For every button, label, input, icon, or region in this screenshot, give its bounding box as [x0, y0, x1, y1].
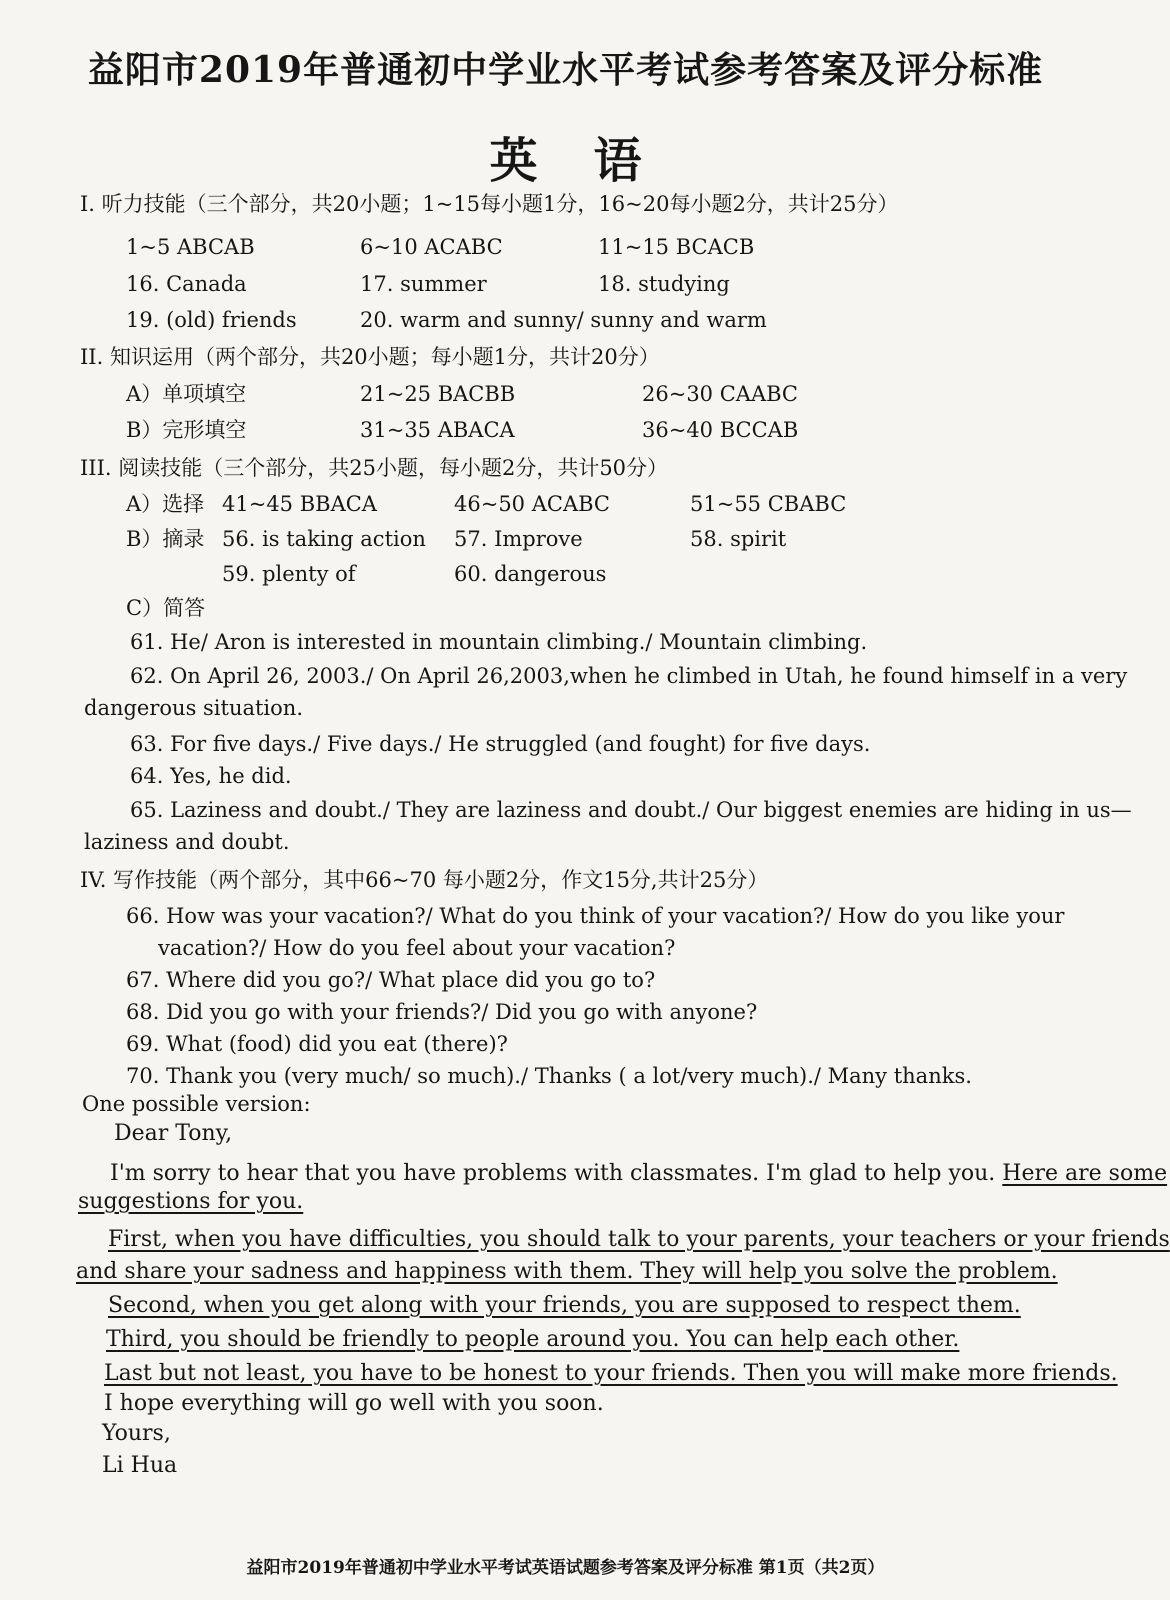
answer-66-line1: 66. How was your vacation?/ What do you think of your vacation?/ How do you like your [126, 904, 1065, 928]
answer-65-line1: 65. Laziness and doubt./ They are laziness and doubt./ Our biggest enemies are hiding in us— [130, 798, 1132, 822]
answer-19: 19. (old) friends [126, 308, 297, 332]
section-2-a-label: A）单项填空 [126, 382, 247, 406]
answer-65-line2: laziness and doubt. [84, 830, 290, 854]
section-2-b-label: B）完形填空 [126, 418, 247, 442]
section-4-heading: IV. 写作技能（两个部分，其中66~70 每小题2分，作文15分,共计25分） [80, 868, 769, 892]
section-3-b-label: B）摘录 [126, 527, 205, 551]
letter-signature: Li Hua [102, 1453, 178, 1478]
answer-68: 68. Did you go with your friends?/ Did you go with anyone? [126, 1000, 758, 1024]
answer-67: 67. Where did you go?/ What place did you go to? [126, 968, 656, 992]
letter-paragraph-2-line2: and share your sadness and happiness with them. They will help you solve the problem. [76, 1259, 1058, 1284]
letter-paragraph-5: Last but not least, you have to be honest to your friends. Then you will make more friends. [104, 1361, 1118, 1386]
answer-17: 17. summer [360, 272, 487, 296]
answer-64: 64. Yes, he did. [130, 764, 292, 788]
answer-11-15: 11~15 BCACB [598, 235, 755, 259]
answer-62-line2: dangerous situation. [84, 696, 303, 720]
letter-paragraph-2-line1: First, when you have difficulties, you should talk to your parents, your teachers or your friends [108, 1227, 1170, 1252]
letter-paragraph-1-line1 [110, 1160, 1167, 1188]
answer-6-10: 6~10 ACABC [360, 235, 503, 259]
answer-41-45: 41~45 BBACA [222, 492, 377, 516]
page-title: 益阳市2019年普通初中学业水平考试参考答案及评分标准 [87, 49, 1044, 91]
answer-59: 59. plenty of [222, 562, 356, 586]
letter-paragraph-3: Second, when you get along with your friends, you are supposed to respect them. [108, 1293, 1021, 1318]
section-3-heading: III. 阅读技能（三个部分，共25小题，每小题2分，共计50分） [80, 456, 669, 480]
version-label: One possible version: [82, 1092, 311, 1116]
answer-69: 69. What (food) did you eat (there)? [126, 1032, 508, 1056]
section-1-heading: I. 听力技能（三个部分，共20小题；1~15每小题1分，16~20每小题2分，共计25分） [80, 192, 899, 216]
answer-36-40: 36~40 BCCAB [642, 418, 799, 442]
letter-paragraph-6: I hope everything will go well with you soon. [104, 1391, 604, 1416]
section-3-c-label: C）简答 [126, 596, 206, 620]
letter-paragraph-1-text: I'm sorry to hear that you have problems with classmates. I'm glad to help you. [110, 1161, 996, 1186]
letter-paragraph-1-line2: suggestions for you. [78, 1189, 304, 1214]
answer-26-30: 26~30 CAABC [642, 382, 799, 406]
answer-60: 60. dangerous [454, 562, 607, 586]
answer-66-line2: vacation?/ How do you feel about your vacation? [158, 936, 676, 960]
answer-51-55: 51~55 CBABC [690, 492, 847, 516]
answer-56: 56. is taking action [222, 527, 426, 551]
answer-1-5: 1~5 ABCAB [126, 235, 255, 259]
answer-62-line1: 62. On April 26, 2003./ On April 26,2003,when he climbed in Utah, he found himself in a very [130, 664, 1128, 688]
letter-paragraph-4: Third, you should be friendly to people around you. You can help each other. [106, 1327, 960, 1352]
answer-58: 58. spirit [690, 527, 787, 551]
answer-57: 57. Improve [454, 527, 583, 551]
answer-20: 20. warm and sunny/ sunny and warm [360, 308, 767, 332]
answer-21-25: 21~25 BACBB [360, 382, 516, 406]
section-3-a-label: A）选择 [126, 492, 205, 516]
answer-31-35: 31~35 ABACA [360, 418, 515, 442]
letter-closing: Yours, [102, 1421, 171, 1446]
letter-greeting: Dear Tony, [114, 1121, 233, 1146]
answer-46-50: 46~50 ACABC [454, 492, 611, 516]
answer-70: 70. Thank you (very much/ so much)./ Thanks ( a lot/very much)./ Many thanks. [126, 1064, 972, 1088]
subject-heading: 英语 [489, 133, 698, 189]
section-2-heading: II. 知识运用（两个部分，共20小题；每小题1分，共计20分） [80, 345, 660, 369]
letter-paragraph-1-underlined: Here are some [1002, 1161, 1168, 1186]
answer-61: 61. He/ Aron is interested in mountain climbing./ Mountain climbing. [130, 630, 868, 654]
answer-18: 18. studying [598, 272, 730, 296]
answer-63: 63. For five days./ Five days./ He struggled (and fought) for five days. [130, 732, 871, 756]
page-footer: 益阳市2019年普通初中学业水平考试英语试题参考答案及评分标准 第1页（共2页） [246, 1558, 885, 1578]
answer-16: 16. Canada [126, 272, 247, 296]
